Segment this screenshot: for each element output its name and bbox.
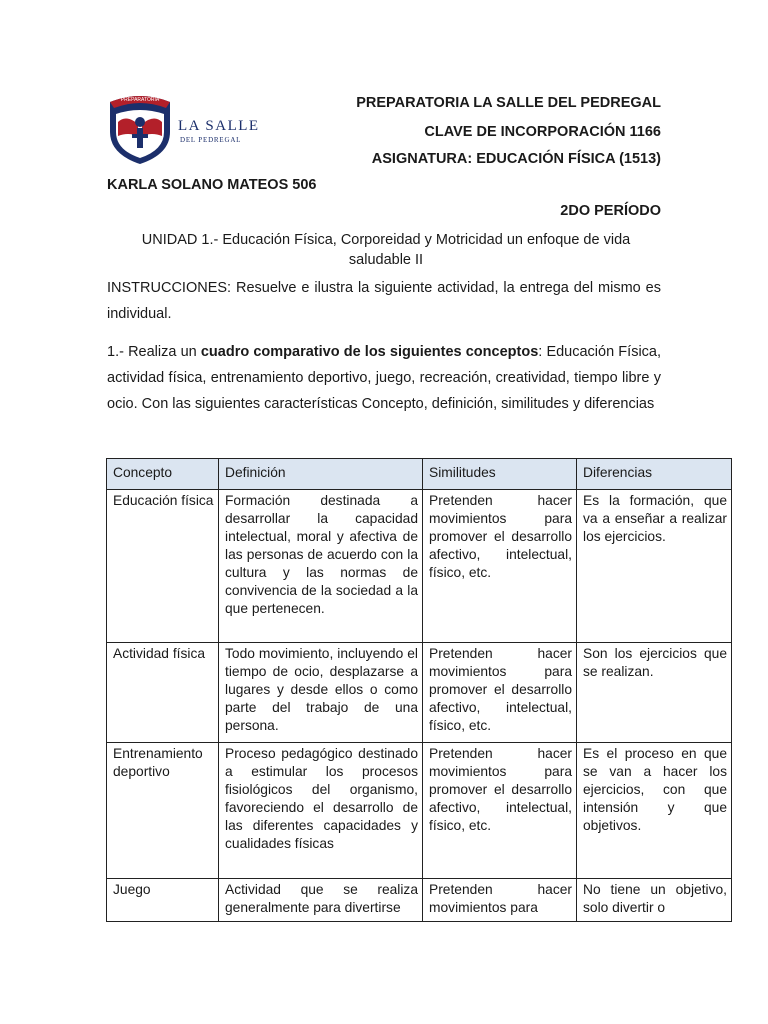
cell-differences: Son los ejercicios que se realizan. <box>577 643 732 743</box>
cell-similarities: Pretenden hacer movimientos para promover el desarrollo afectivo, intelectual, físico, etc. <box>423 490 577 643</box>
logo-name: LA SALLE <box>178 118 260 134</box>
school-logo <box>104 92 264 166</box>
cell-similarities: Pretenden hacer movimientos para promover el desarrollo afectivo, intelectual, físico, etc. <box>423 743 577 879</box>
school-name: PREPARATORIA LA SALLE DEL PEDREGAL <box>356 95 661 111</box>
header-definicion: Definición <box>219 459 423 490</box>
header-concepto: Concepto <box>107 459 219 490</box>
cell-definition: Proceso pedagógico destinado a estimular los procesos fisiológicos del organismo, favoreciendo el desarrollo de las diferentes capacidades y cualidades físicas <box>219 743 423 879</box>
task-bold: cuadro comparativo de los siguientes conceptos <box>200 344 539 360</box>
table-row <box>107 879 732 922</box>
cell-concept: Educación física <box>107 490 219 643</box>
cell-concept: Actividad física <box>107 643 219 743</box>
table-row <box>107 743 732 879</box>
table-row <box>107 490 732 643</box>
header-similitudes: Similitudes <box>423 459 577 490</box>
table-row <box>107 643 732 743</box>
cell-definition: Formación destinada a desarrollar la capacidad intelectual, moral y afectiva de las personas de acuerdo con la cultura y las normas de convivencia de la sociedad a la que pertenecen. <box>219 490 423 643</box>
unit-title: UNIDAD 1.- Educación Física, Corporeidad y Motricidad un enfoque de vida saludable II <box>141 232 631 268</box>
logo-arc-text: PREPARATORIA <box>120 97 160 103</box>
cell-definition: Actividad que se realiza generalmente para divertirse <box>219 879 423 922</box>
logo-sub: DEL PEDREGAL <box>180 136 242 144</box>
cell-similarities: Pretenden hacer movimientos para promover el desarrollo afectivo, intelectual, físico, etc. <box>423 643 577 743</box>
task-paragraph <box>107 339 661 417</box>
subject-line: ASIGNATURA: EDUCACIÓN FÍSICA (1513) <box>371 151 661 167</box>
table-header-row <box>107 459 732 490</box>
cell-definition: Todo movimiento, incluyendo el tiempo de ocio, desplazarse a lugares y desde ellos o como parte del trabajo de una persona. <box>219 643 423 743</box>
header-diferencias: Diferencias <box>577 459 732 490</box>
incorporation-key: CLAVE DE INCORPORACIÓN 1166 <box>424 124 661 140</box>
cell-differences: No tiene un objetivo, solo divertir o <box>577 879 732 922</box>
task-suffix: : Educación Física, actividad física, entrenamiento deportivo, juego, recreación, creatividad, tiempo libre y ocio. Con las siguientes características Concepto, definición, similitudes y diferencias <box>107 344 662 412</box>
cell-differences: Es la formación, que va a enseñar a realizar los ejercicios. <box>577 490 732 643</box>
period-label: 2DO PERÍODO <box>560 203 661 219</box>
task-prefix: 1.- Realiza un <box>107 344 201 360</box>
cell-differences: Es el proceso en que se van a hacer los ejercicios, con que intensión y que objetivos. <box>577 743 732 879</box>
cell-similarities: Pretenden hacer movimientos para <box>423 879 577 922</box>
student-name: KARLA SOLANO MATEOS 506 <box>107 177 317 193</box>
cell-concept: Juego <box>107 879 219 922</box>
cell-concept: Entrenamiento deportivo <box>107 743 219 879</box>
instructions: INSTRUCCIONES: Resuelve e ilustra la siguiente actividad, la entrega del mismo es individual. <box>107 280 661 322</box>
comparison-table <box>106 458 732 922</box>
